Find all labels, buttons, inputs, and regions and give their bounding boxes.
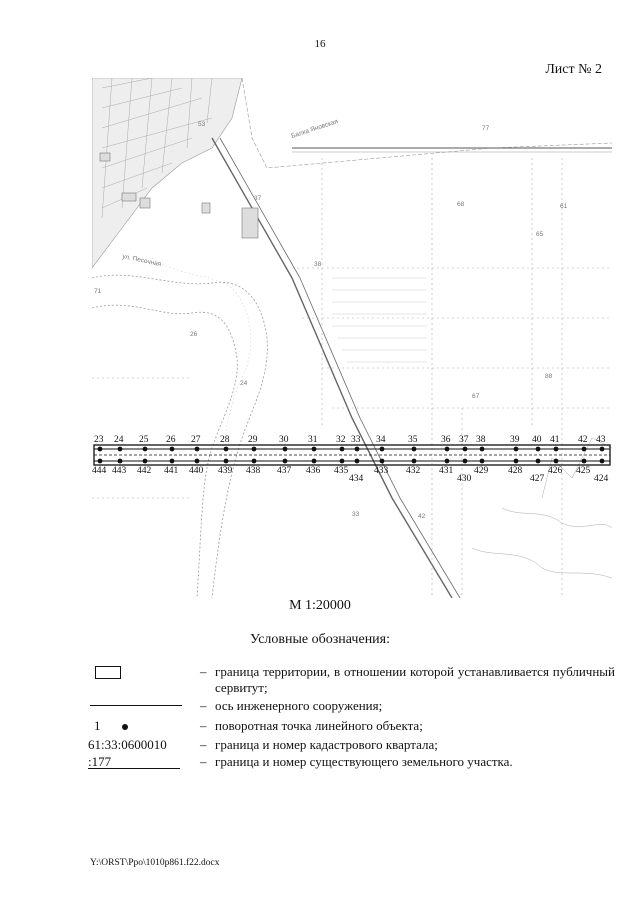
turning-point-dot [98, 459, 103, 464]
page-number: 16 [314, 38, 326, 50]
point-symbol-label: 1 [94, 718, 101, 733]
upper-point-label: 32 [336, 435, 346, 445]
lower-point-label: 441 [164, 466, 179, 476]
parcel-label: 77 [482, 125, 490, 132]
legend-dash: – [200, 737, 207, 752]
lower-point-label: 439 [218, 466, 233, 476]
turning-point-dot [143, 447, 148, 452]
lower-point-label: 436 [306, 466, 321, 476]
map-background [92, 78, 612, 598]
turning-point-dot [170, 447, 175, 452]
upper-point-label: 43 [596, 435, 606, 445]
turning-point-dot [340, 447, 345, 452]
turning-point-dot [283, 459, 288, 464]
parcel-label: 65 [536, 231, 544, 238]
upper-point-label: 30 [279, 435, 289, 445]
lower-point-label: 431 [439, 466, 454, 476]
lower-point-label: 440 [189, 466, 204, 476]
lower-point-label: 442 [137, 466, 152, 476]
upper-point-label: 27 [191, 435, 201, 445]
turning-point-dot [170, 459, 175, 464]
sheet-label: Лист № 2 [545, 62, 602, 77]
upper-point-label: 28 [220, 435, 230, 445]
turning-point-dot [312, 447, 317, 452]
legend-dash: – [200, 664, 207, 679]
turning-point-dot [463, 459, 468, 464]
upper-point-label: 40 [532, 435, 542, 445]
upper-point-label: 26 [166, 435, 176, 445]
boundary-rect-symbol [95, 666, 121, 679]
legend-text: граница и номер кадастрового квартала; [215, 737, 438, 752]
upper-point-label: 29 [248, 435, 258, 445]
turning-point-dot [514, 447, 519, 452]
legend-title: Условные обозначения: [249, 632, 391, 647]
parcel-label: 42 [418, 513, 426, 520]
turning-point-dot [283, 447, 288, 452]
parcel-labels [94, 118, 568, 520]
turning-point-dot [118, 459, 123, 464]
turning-point-dot [412, 459, 417, 464]
turning-point-dot [536, 447, 541, 452]
turning-point-dot [118, 447, 123, 452]
turning-point-dot [463, 447, 468, 452]
lower-point-label: 444 [92, 466, 107, 476]
legend-item-axis [90, 698, 630, 716]
point-symbol [94, 718, 128, 734]
turning-point-dot [600, 459, 605, 464]
lower-point-label: 443 [112, 466, 127, 476]
upper-point-label: 39 [510, 435, 520, 445]
axis-line-symbol [90, 705, 182, 706]
turning-points [92, 435, 609, 484]
upper-point-label: 37 [459, 435, 469, 445]
turning-point-dot [355, 459, 360, 464]
turning-point-dot [536, 459, 541, 464]
lower-point-label: 429 [474, 466, 489, 476]
lower-point-label: 430 [457, 474, 472, 484]
upper-point-label: 41 [550, 435, 560, 445]
turning-point-dot [195, 459, 200, 464]
lower-point-label: 428 [508, 466, 523, 476]
parcel-label: 68 [457, 201, 465, 208]
lower-point-label: 432 [406, 466, 421, 476]
file-path: Y:\ORST\Ppo\1010p861.f22.docx [90, 858, 220, 868]
turning-point-dot [98, 447, 103, 452]
parcel-label: 88 [545, 373, 553, 380]
legend-text: ось инженерного сооружения; [215, 698, 383, 713]
lower-point-label: 424 [594, 474, 609, 484]
map-scale: М 1:20000 [289, 598, 351, 613]
turning-point-dot [355, 447, 360, 452]
upper-point-label: 42 [578, 435, 588, 445]
turning-point-dot [195, 447, 200, 452]
street-label: ул. Песочная [121, 253, 162, 269]
parcel-label: 33 [352, 511, 360, 518]
lower-point-label: 435 [334, 466, 349, 476]
turning-point-dot [582, 459, 587, 464]
quarter-number-symbol: 61:33:0600010 [88, 737, 167, 752]
upper-point-label: 31 [308, 435, 318, 445]
turning-point-dot [445, 459, 450, 464]
turning-point-dot [340, 459, 345, 464]
turning-point-dot [445, 447, 450, 452]
legend-text: граница и номер существующего земельного участка. [215, 754, 513, 769]
legend-text: поворотная точка линейного объекта; [215, 718, 423, 733]
turning-point-dot [312, 459, 317, 464]
turning-point-dot [412, 447, 417, 452]
upper-point-label: 24 [114, 435, 124, 445]
parcel-number-symbol: :177 [88, 754, 180, 769]
turning-point-dot [143, 459, 148, 464]
legend-dash: – [200, 718, 207, 733]
turning-point-dot [224, 459, 229, 464]
lower-point-label: 438 [246, 466, 261, 476]
upper-point-label: 35 [408, 435, 418, 445]
map-canvas [92, 78, 612, 598]
ravine-label: Балка Яновская [290, 118, 339, 140]
turning-point-dot [224, 447, 229, 452]
turning-point-dot [582, 447, 587, 452]
turning-point-dot [480, 447, 485, 452]
upper-point-label: 25 [139, 435, 149, 445]
parcel-label: 71 [94, 288, 102, 295]
legend-item-parcel [90, 754, 630, 772]
legend-item-point [90, 718, 630, 736]
lower-point-label: 433 [374, 466, 389, 476]
lower-point-label: 425 [576, 466, 591, 476]
upper-point-label: 33 [351, 435, 361, 445]
turning-point-dot [600, 447, 605, 452]
lower-point-label: 437 [277, 466, 292, 476]
turning-point-dot [554, 447, 559, 452]
legend-dash: – [200, 754, 207, 769]
lower-point-label: 434 [349, 474, 364, 484]
lower-point-label: 426 [548, 466, 563, 476]
legend-text: граница территории, в отношении которой устанавливается публичный сервитут; [215, 664, 615, 695]
turning-point-dot [554, 459, 559, 464]
parcel-label: 24 [240, 380, 248, 387]
upper-point-label: 38 [476, 435, 486, 445]
turning-point-dot [514, 459, 519, 464]
parcel-label: 26 [190, 331, 198, 338]
upper-point-label: 23 [94, 435, 104, 445]
turning-point-dot [252, 447, 257, 452]
upper-point-label: 36 [441, 435, 451, 445]
legend-item-boundary [90, 664, 630, 700]
turning-point-dot [380, 447, 385, 452]
parcel-label: 53 [198, 121, 206, 128]
parcel-label: 61 [560, 203, 568, 210]
point-dot [122, 724, 128, 730]
turning-point-dot [380, 459, 385, 464]
turning-point-dot [252, 459, 257, 464]
parcel-label: 37 [254, 195, 262, 202]
turning-point-dot [480, 459, 485, 464]
lower-point-label: 427 [530, 474, 545, 484]
map [92, 78, 612, 598]
parcel-label: 38 [314, 261, 322, 268]
upper-point-label: 34 [376, 435, 386, 445]
legend-item-quarter [90, 737, 630, 755]
legend-dash: – [200, 698, 207, 713]
parcel-label: 67 [472, 393, 480, 400]
